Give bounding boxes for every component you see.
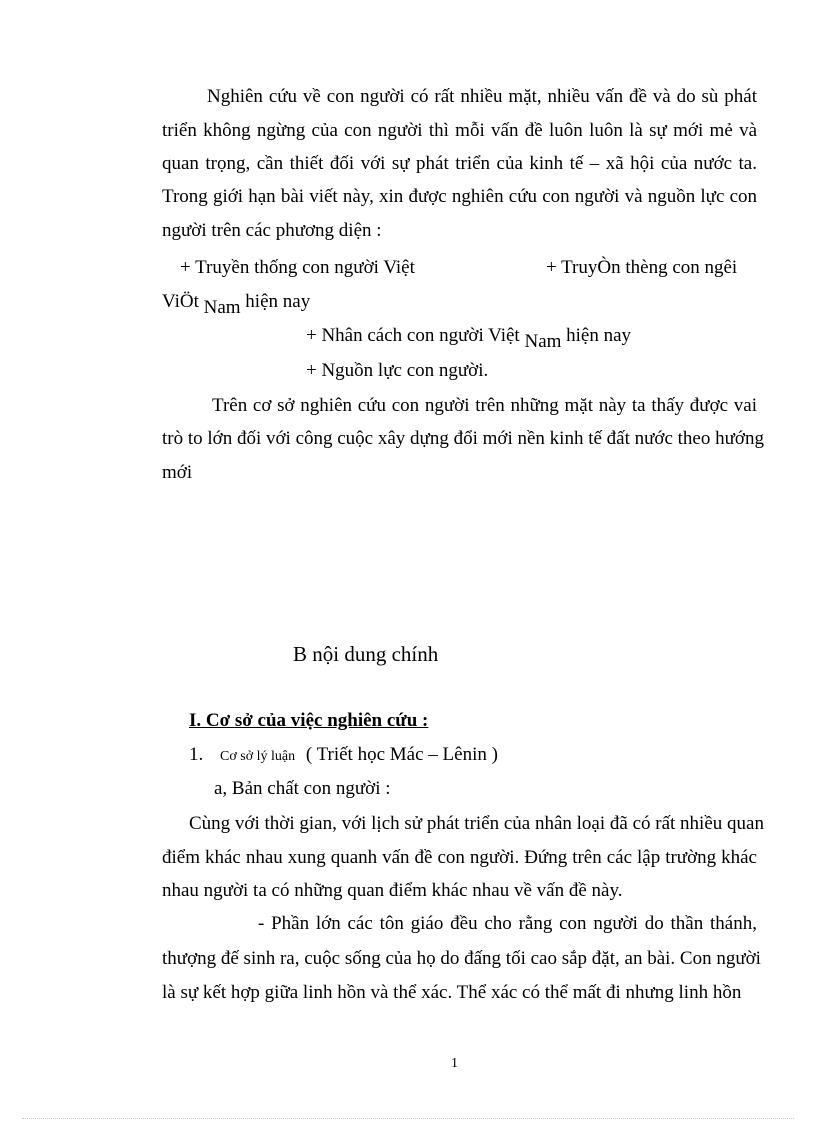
subsection-paren: ( Triết học Mác – Lênin )	[305, 744, 498, 765]
conclusion-line-1: Trên cơ sở nghiên cứu con người trên những mặt này ta thấy được vai	[212, 395, 757, 416]
bullet-2	[306, 325, 632, 352]
bullet-1-sub: Nam	[203, 297, 241, 318]
intro-line-3: quan trọng, cần thiết đối với sự phát triển của kinh tế – xã hội của nước ta.	[162, 153, 757, 174]
bullet-1: + Truyền thống con người Việt	[180, 257, 415, 278]
page-number: 1	[451, 1056, 458, 1071]
intro-line-1: Nghiên cứu về con người có rất nhiều mặt, nhiều vấn đề và do sù phát	[207, 86, 757, 107]
subsection-number: 1.	[189, 744, 204, 765]
bullet-2-sub: Nam	[524, 331, 562, 352]
subsection-label: Cơ sở lý luận	[220, 749, 296, 764]
bullet-1-garbled: + TruyÒn thèng con ngêi	[546, 257, 738, 278]
conclusion-line-2: trò to lớn đối với công cuộc xây dựng đổi mới nền kinh tế đất nước theo hướng	[162, 428, 764, 449]
bullet-1-cont-word: ViÖt	[162, 291, 199, 312]
body-line-1: Cùng với thời gian, với lịch sử phát triển của nhân loại đã có rất nhiều quan	[189, 813, 764, 834]
intro-line-2: triển không ngừng của con người thì mỗi vấn đề luôn luôn là sự mới mẻ và	[162, 120, 757, 141]
bullet-2-text: + Nhân cách con người Việt	[306, 325, 520, 346]
point-a: a, Bản chất con người :	[214, 778, 391, 799]
dash-line-1: - Phần lớn các tôn giáo đều cho rằng con người do thần thánh,	[258, 913, 757, 934]
part-heading: I. Cơ sở của việc nghiên cứu :	[189, 710, 429, 731]
dash-line-3: là sự kết hợp giữa linh hồn và thể xác. Thể xác có thể mất đi nhưng linh hồn	[162, 982, 742, 1003]
conclusion-line-3: mới	[162, 462, 193, 483]
footer-divider	[22, 1118, 794, 1119]
subsection-line	[189, 744, 498, 768]
intro-line-4: Trong giới hạn bài viết này, xin được nghiên cứu con người và nguồn lực con	[162, 186, 757, 207]
section-title: B nội dung chính	[293, 642, 439, 666]
dash-line-2: thượng đế sinh ra, cuộc sống của họ do đấng tối cao sắp đặt, an bài. Con người	[162, 948, 761, 969]
body-line-3: nhau người ta có những quan điểm khác nhau về vấn đề này.	[162, 880, 623, 901]
intro-line-5: người trên các phương diện :	[162, 220, 382, 241]
bullet-3: + Nguồn lực con người.	[306, 360, 489, 381]
body-line-2: điểm khác nhau xung quanh vấn đề con người. Đứng trên các lập trường khác	[162, 847, 757, 868]
bullet-1-continuation	[162, 291, 311, 318]
bullet-1-tail: hiện nay	[245, 291, 311, 312]
bullet-2-tail: hiện nay	[566, 325, 632, 346]
